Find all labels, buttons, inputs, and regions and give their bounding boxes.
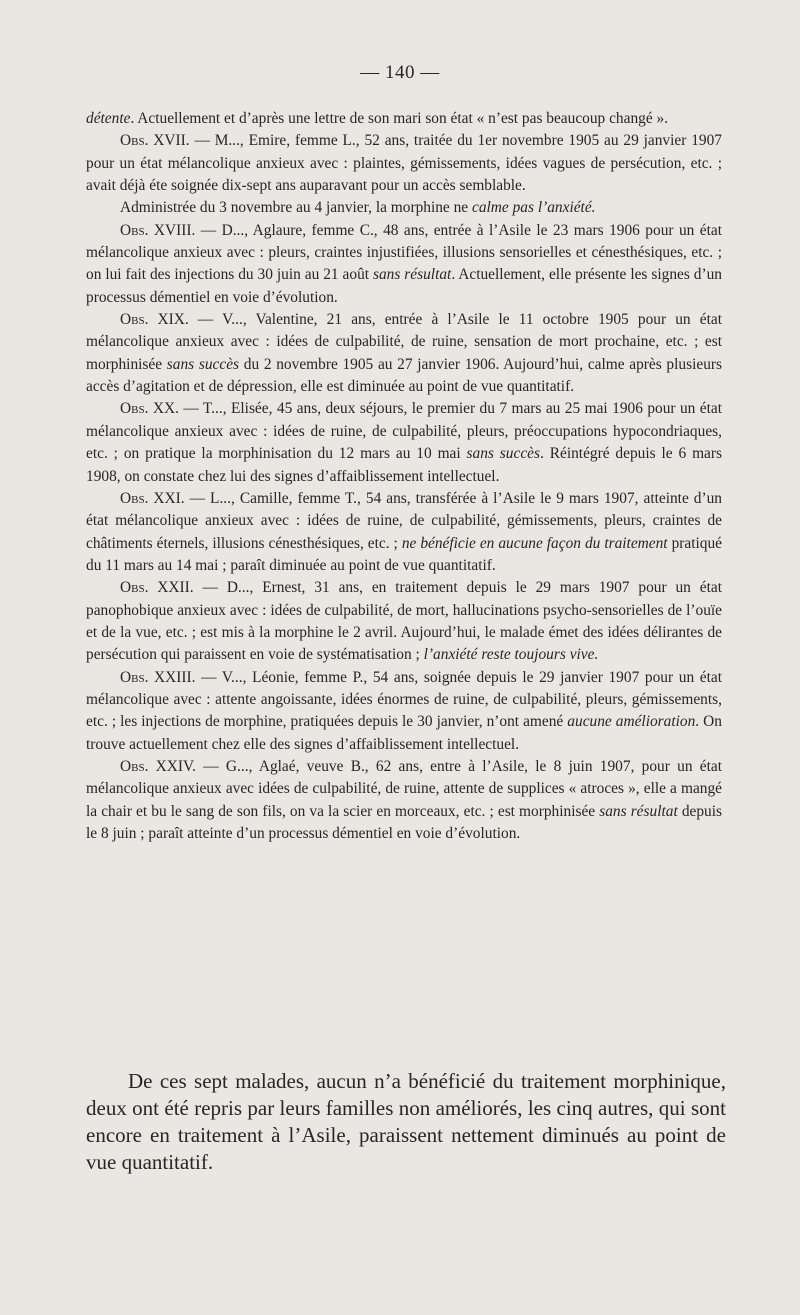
italic-text: sans résultat <box>372 266 452 284</box>
text-run: — D..., Ernest, 31 ans, en traitement depuis le 29 mars 1907 pour un état panophobique anxieux avec : idées de culpabilité, de mort, hallucinations psycho-sensorielles de l’ouïe et de la vue, etc. ; est mis à la morphine le 2 avril. Aujourd’hui, le malade émet des idées délirantes de persécution qui paraissent en voie de systématisation ; <box>86 579 722 664</box>
observations-text <box>86 108 722 845</box>
text-run: — D..., Aglaure, femme C., 48 ans, entrée à l’Asile le 23 mars 1906 pour un état mélancolique anxieux avec : pleurs, craintes injustifiées, illusions sensorielles et cénesthésiques, etc. ; on lui fait des injections du 30 juin au 21 août <box>86 221 723 284</box>
observation-heading: Obs. XVII. <box>120 132 190 150</box>
observation-paragraph <box>86 577 722 666</box>
text-run: . On trouve actuellement chez elle des signes d’affaiblissement intellectuel. <box>86 713 722 753</box>
italic-text: l’anxiété reste toujours vive. <box>423 646 599 664</box>
observation-paragraph <box>86 756 722 845</box>
italic-text: calme pas l’anxiété. <box>472 199 596 217</box>
observation-heading: Obs. XXIII. <box>120 668 196 686</box>
observation-heading: Obs. XXI. <box>120 489 185 507</box>
text-run: pratiqué du 11 mars au 14 mai ; paraît diminuée au point de vue quantitatif. <box>86 534 723 574</box>
text-run: . Actuellement, elle présente les signes d’un processus démentiel en voie d’évolution. <box>86 266 722 306</box>
text-run: . Réintégré depuis le 6 mars 1908, on constate chez lui des signes d’affaiblissement intellectuel. <box>86 445 723 485</box>
text-run: — V..., Léonie, femme P., 54 ans, soignée depuis le 29 janvier 1907 pour un état mélancolique avec : attente angoissante, idées énormes de ruine, de culpabilité, pleurs, gémissements, etc. ; les injections de morphine, pratiquées depuis le 30 janvier, n’ont amené <box>86 668 723 731</box>
observation-paragraph <box>86 309 722 398</box>
text-paragraph <box>86 108 722 130</box>
observation-heading: Obs. XX. <box>120 400 179 418</box>
observation-heading: Obs. XXIV. <box>120 757 197 775</box>
text-run: Administrée du 3 novembre au 4 janvier, la morphine ne <box>120 199 472 217</box>
conclusion-paragraph: De ces sept malades, aucun n’a bénéficié du traitement morphinique, deux ont été repris par leurs familles non améliorés, les cinq autres, qui sont encore en traitement à l’Asile, paraissent nettement diminués au point de vue quantitatif. <box>86 1069 726 1174</box>
italic-text: sans succès <box>166 355 240 373</box>
text-run: — L..., Camille, femme T., 54 ans, transférée à l’Asile le 9 mars 1907, atteinte d’un état mélancolique anxieux avec : idées de ruine, de culpabilité, gémissements, pleurs, craintes de châtiments éternels, illusions cénesthésiques, etc. ; <box>86 489 722 552</box>
observation-paragraph <box>86 130 722 197</box>
observation-paragraph <box>86 667 722 756</box>
italic-text: sans succès <box>466 445 540 463</box>
italic-text: ne bénéficie en aucune façon du traitement <box>401 534 668 552</box>
text-run: — V..., Valentine, 21 ans, entrée à l’Asile le 11 octobre 1905 pour un état mélancolique anxieux avec : idées de culpabilité, de ruine, sensation de mort prochaine, etc. ; est morphinisée <box>86 311 722 373</box>
text-run: du 2 novembre 1905 au 27 janvier 1906. Aujourd’hui, calme après plusieurs accès d’agitation et de dépression, elle est diminuée au point de vue quantitatif. <box>86 355 723 396</box>
text-run: — G..., Aglaé, veuve B., 62 ans, entre à l’Asile, le 8 juin 1907, pour un état mélancolique anxieux avec idées de culpabilité, de ruine, attente de supplices « atroces », elle a mangé la chair et bu le sang de son fils, on va la scier en morceaux, etc. ; est morphinisée <box>86 757 722 820</box>
text-run: — M..., Emire, femme L., 52 ans, traitée du 1er novembre 1905 au 29 janvier 1907 pour un état mélancolique anxieux avec : plaintes, gémissements, idées vagues de persécution, etc. ; avait déjà éte soignée dix-sept ans auparavant pour un accès semblable. <box>86 132 722 195</box>
italic-text: sans résultat <box>599 802 678 820</box>
page-number: — 140 — <box>360 62 440 83</box>
text-run: . Actuellement et d’après une lettre de son mari son état « n’est pas beaucoup changé ». <box>130 110 669 127</box>
text-paragraph <box>86 197 722 219</box>
text-run: depuis le 8 juin ; paraît atteinte d’un processus démentiel en voie d’évolution. <box>86 802 723 842</box>
observation-paragraph <box>86 488 722 577</box>
observation-paragraph <box>86 398 722 487</box>
text-run: — T..., Elisée, 45 ans, deux séjours, le premier du 7 mars au 25 mai 1906 pour un état mélancolique anxieux avec : idées de ruine, de culpabilité, pleurs, préoccupations hypocondriaques, etc. ; on pratique la morphinisation du 12 mars au 10 mai <box>86 400 723 463</box>
observation-heading: Obs. XVIII. <box>120 221 196 239</box>
observation-heading: Obs. XIX. <box>120 311 189 329</box>
italic-text: aucune amélioration <box>567 713 696 731</box>
observation-paragraph <box>86 220 722 309</box>
conclusion-block <box>86 1068 726 1176</box>
italic-text: détente <box>86 110 131 127</box>
observation-heading: Obs. XXII. <box>120 579 194 597</box>
